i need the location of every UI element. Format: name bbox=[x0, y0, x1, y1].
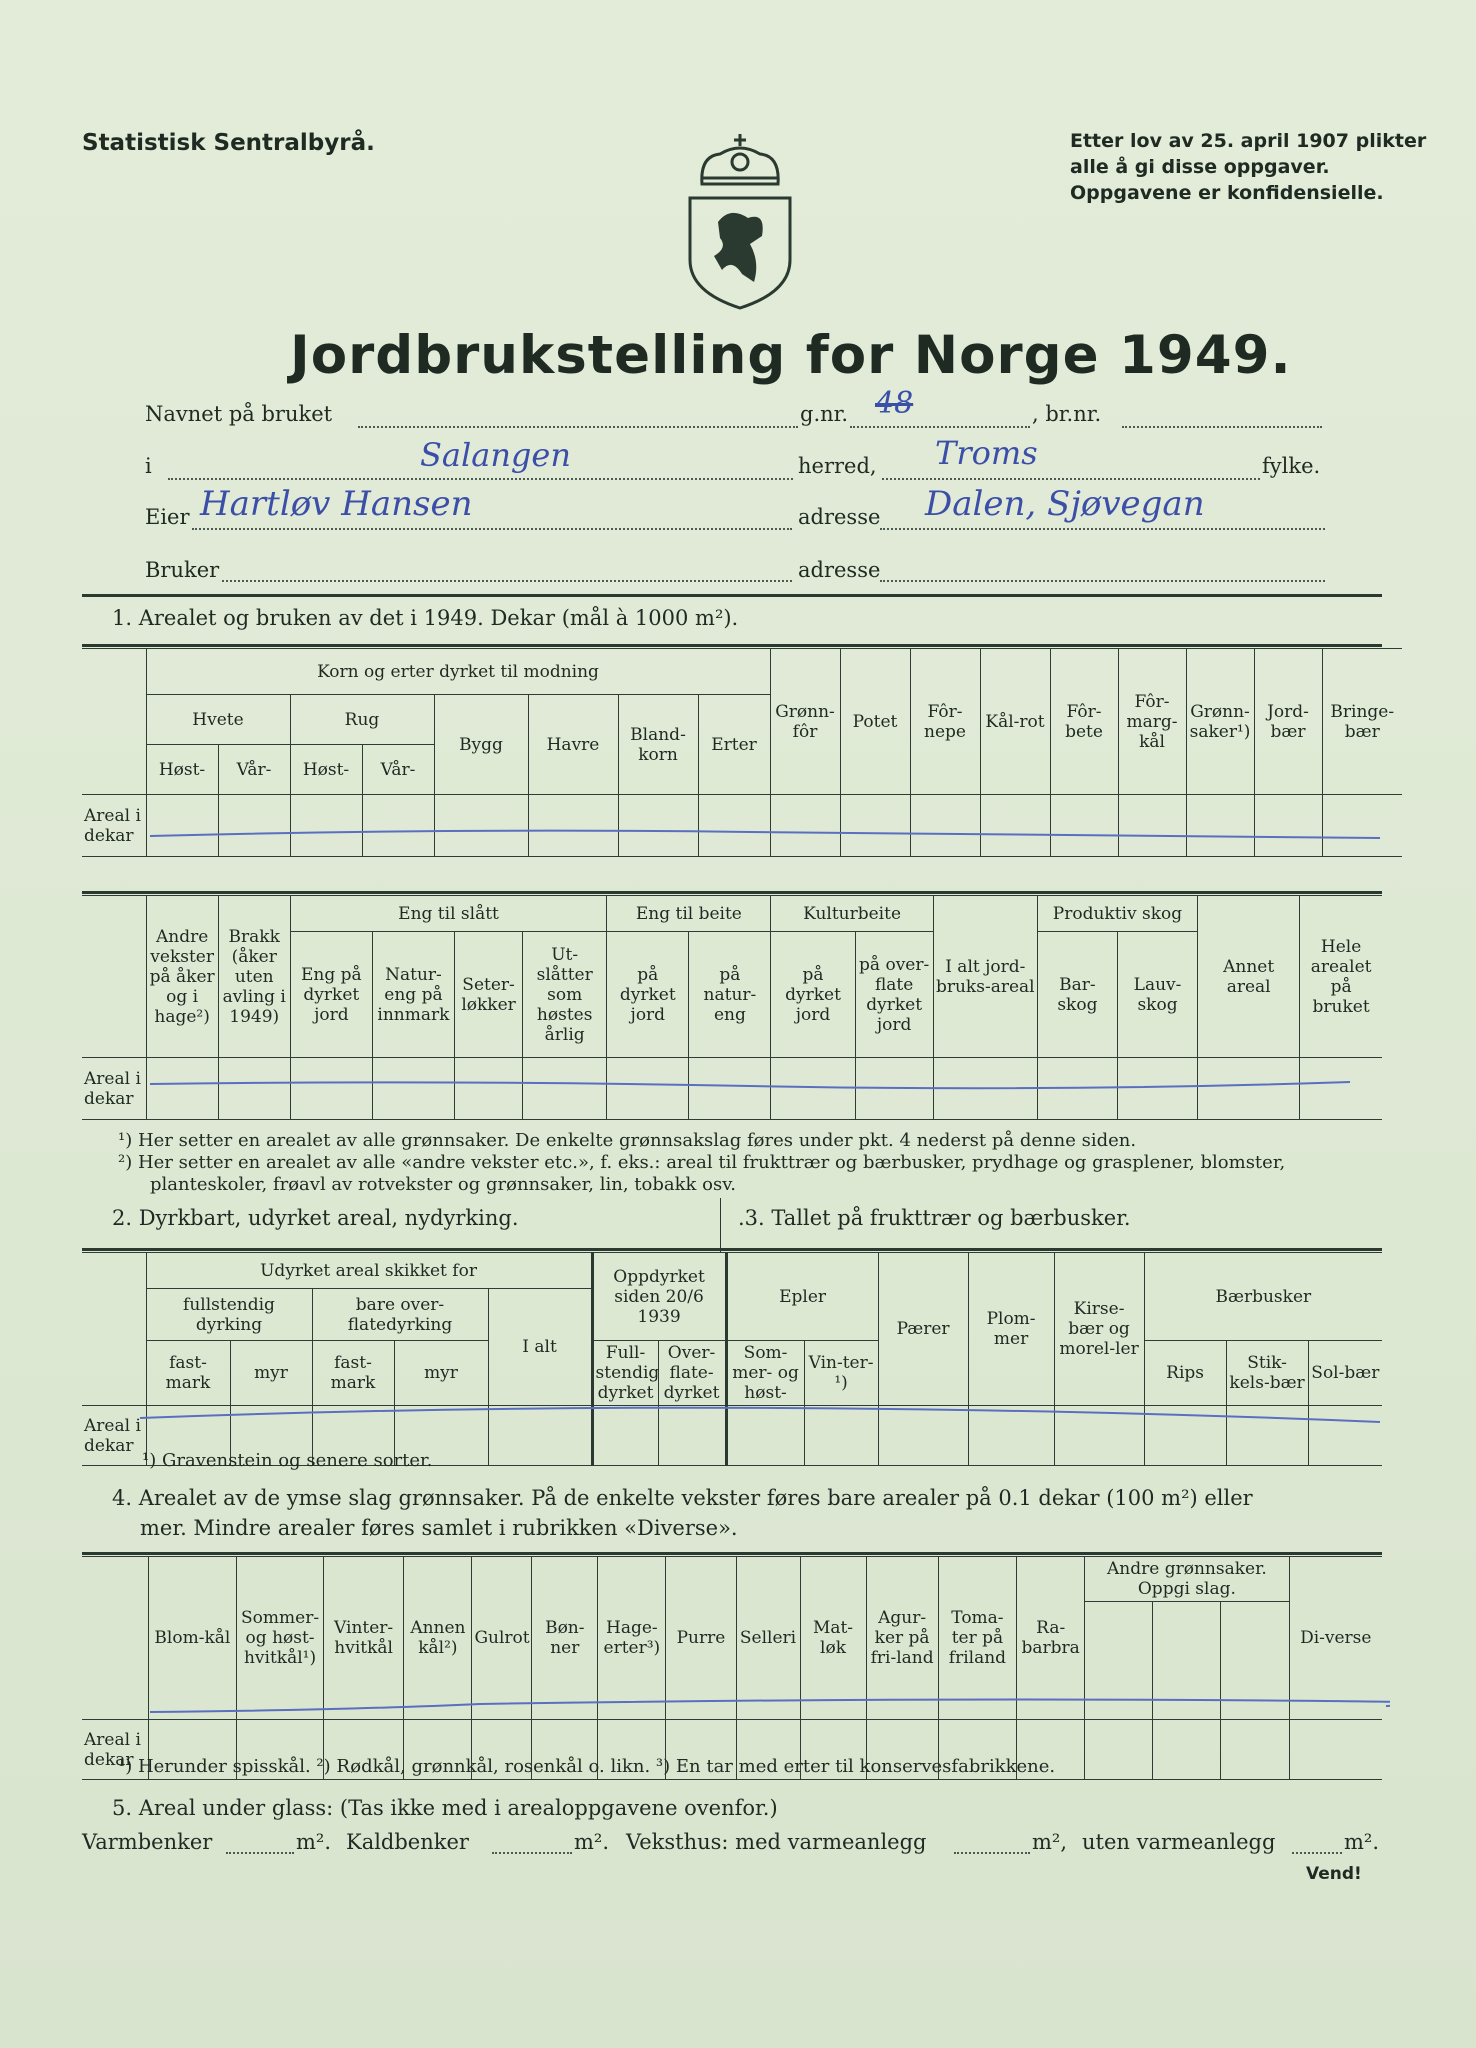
col-header: fullstendig dyrking bbox=[146, 1289, 312, 1341]
col-header: Mat-løk bbox=[800, 1557, 866, 1720]
col-header: Potet bbox=[840, 649, 910, 795]
group-header: Eng til beite bbox=[607, 896, 771, 932]
col-header: Vinter-hvitkål bbox=[323, 1557, 403, 1720]
handwritten-dash-line bbox=[140, 1398, 1390, 1428]
gnr-value: 48 bbox=[875, 386, 914, 421]
owner-address-value: Dalen, Sjøvegan bbox=[925, 484, 1205, 524]
notice-line: Etter lov av 25. april 1907 plikter bbox=[1070, 130, 1427, 152]
varmbenker-label: Varmbenker bbox=[82, 1830, 213, 1854]
col-header: Vår- bbox=[218, 745, 290, 795]
divider bbox=[82, 594, 1382, 597]
footnote-gravenstein: ¹) Gravenstein og senere sorter. bbox=[142, 1450, 433, 1471]
section-2-title: 2. Dyrkbart, udyrket areal, nydyrking. bbox=[112, 1206, 519, 1230]
col-header: Over-flate-dyrket bbox=[658, 1341, 726, 1406]
farm-name-line[interactable] bbox=[358, 426, 798, 428]
notice-line: alle å gi disse oppgaver. bbox=[1070, 156, 1330, 178]
col-header: Andre vekster på åker og i hage²) bbox=[146, 896, 218, 1058]
divider bbox=[82, 644, 1382, 647]
corner-cell bbox=[82, 1253, 146, 1406]
owner-label: Eier bbox=[145, 505, 190, 529]
handwritten-dash-line bbox=[150, 818, 1390, 848]
section-5-title: 5. Areal under glass: (Tas ikke med i arealoppgavene ovenfor.) bbox=[112, 1796, 778, 1820]
col-header: Annen kål²) bbox=[404, 1557, 472, 1720]
col-header: Brakk (åker uten avling i 1949) bbox=[218, 896, 290, 1058]
col-header: Pærer bbox=[878, 1253, 968, 1406]
varmbenker-line[interactable] bbox=[226, 1852, 294, 1854]
col-header: Rug bbox=[290, 695, 434, 745]
brnr-line[interactable] bbox=[1122, 426, 1322, 428]
fylke-value: Troms bbox=[935, 434, 1038, 472]
owner-line[interactable] bbox=[192, 528, 792, 530]
coat-of-arms-icon bbox=[670, 132, 810, 312]
group-header: Eng til slått bbox=[290, 896, 606, 932]
col-header: Hvete bbox=[146, 695, 290, 745]
col-header: Bøn-ner bbox=[532, 1557, 598, 1720]
kaldbenker-line[interactable] bbox=[492, 1852, 572, 1854]
section-4-title: 4. Arealet av de ymse slag grønnsaker. På de enkelte vekster føres bare arealer på 0.1 dekar (100 m²) eller bbox=[112, 1486, 1253, 1510]
kaldbenker-label: Kaldbenker bbox=[346, 1830, 469, 1854]
col-header: Agur-ker på fri-land bbox=[866, 1557, 938, 1720]
col-header: Vin-ter-¹) bbox=[804, 1341, 878, 1406]
col-header: Høst- bbox=[290, 745, 362, 795]
col-header: Grønn-saker¹) bbox=[1186, 649, 1254, 795]
col-header: myr bbox=[230, 1341, 312, 1406]
section-1-title: 1. Arealet og bruken av det i 1949. Dekar (mål à 1000 m²). bbox=[112, 606, 739, 630]
divider bbox=[720, 1198, 721, 1252]
col-header: Bringe-bær bbox=[1322, 649, 1402, 795]
corner-cell bbox=[82, 1557, 148, 1720]
col-header: Ra-barbra bbox=[1017, 1557, 1085, 1720]
brnr-label: , br.nr. bbox=[1032, 402, 1102, 426]
farm-name-label: Navnet på bruket bbox=[145, 402, 333, 426]
group-header: Korn og erter dyrket til modning bbox=[146, 649, 770, 695]
col-header: Seter-løkker bbox=[455, 932, 523, 1058]
veksthus-unheated-line[interactable] bbox=[1292, 1852, 1342, 1854]
col-header: Selleri bbox=[736, 1557, 800, 1720]
col-header: Jord-bær bbox=[1254, 649, 1322, 795]
row-label: Areal i dekar bbox=[82, 1720, 148, 1780]
col-header: Full-stendig dyrket bbox=[592, 1341, 658, 1406]
col-header: Sol-bær bbox=[1308, 1341, 1382, 1406]
section-4-title-cont: mer. Mindre arealer føres samlet i rubrikken «Diverse». bbox=[140, 1516, 738, 1540]
col-header: Annet areal bbox=[1198, 896, 1300, 1058]
col-header: Fôr-marg-kål bbox=[1118, 649, 1186, 795]
unit-m2: m². bbox=[296, 1830, 332, 1854]
user-address-line[interactable] bbox=[880, 580, 1325, 582]
owner-address-line[interactable] bbox=[880, 528, 1325, 530]
form-title: Jordbrukstelling for Norge 1949. bbox=[290, 325, 1292, 386]
group-header: Epler bbox=[726, 1253, 878, 1341]
divider bbox=[82, 1552, 1382, 1555]
user-address-label: adresse bbox=[798, 558, 881, 582]
row-label: Areal i dekar bbox=[82, 1406, 146, 1466]
footnote-vegetables: ¹) Herunder spisskål. ²) Rødkål, grønnkål, rosenkål o. likn. ³) En tar med erter til konservesfabrikkene. bbox=[118, 1756, 1056, 1777]
col-header: Plom-mer bbox=[968, 1253, 1054, 1406]
col-header: Bar-skog bbox=[1037, 932, 1117, 1058]
handwritten-dash-line bbox=[150, 1066, 1350, 1096]
col-header: Toma-ter på friland bbox=[938, 1557, 1016, 1720]
veksthus-heated-line[interactable] bbox=[954, 1852, 1030, 1854]
data-cell[interactable] bbox=[1221, 1720, 1289, 1780]
col-header: Vår- bbox=[362, 745, 434, 795]
col-header: Gulrot bbox=[472, 1557, 532, 1720]
gnr-label: g.nr. bbox=[800, 402, 849, 426]
unit-m2-comma: m², bbox=[1032, 1830, 1068, 1854]
gnr-line[interactable] bbox=[850, 426, 1030, 428]
col-header: Eng på dyrket jord bbox=[290, 932, 372, 1058]
turn-over-note: Vend! bbox=[1306, 1864, 1362, 1884]
row-label: Areal i dekar bbox=[82, 795, 146, 857]
group-header: Bærbusker bbox=[1144, 1253, 1382, 1341]
col-header: Kirse-bær og morel-ler bbox=[1054, 1253, 1144, 1406]
group-header: Kulturbeite bbox=[771, 896, 933, 932]
col-header: Høst- bbox=[146, 745, 218, 795]
col-header: Som-mer- og høst- bbox=[726, 1341, 804, 1406]
col-header: på natur-eng bbox=[689, 932, 771, 1058]
data-cell[interactable] bbox=[1153, 1720, 1221, 1780]
table-vegetables bbox=[82, 1556, 1382, 1780]
col-header: fast-mark bbox=[146, 1341, 230, 1406]
table-uncultivated-and-fruit bbox=[82, 1252, 1382, 1466]
col-header: Fôr-bete bbox=[1050, 649, 1118, 795]
fylke-label: fylke. bbox=[1262, 454, 1321, 478]
col-header: Lauv-skog bbox=[1117, 932, 1197, 1058]
footnote-2-cont: planteskoler, frøavl av rotvekster og grønnsaker, lin, tobakk osv. bbox=[150, 1174, 736, 1195]
col-header: myr bbox=[394, 1341, 488, 1406]
user-label: Bruker bbox=[145, 558, 220, 582]
col-header: Fôr-nepe bbox=[910, 649, 980, 795]
col-header: på dyrket jord bbox=[771, 932, 855, 1058]
col-header: Erter bbox=[698, 695, 770, 795]
group-header: Produktiv skog bbox=[1037, 896, 1197, 932]
unit-m2: m². bbox=[574, 1830, 610, 1854]
col-header: Bland-korn bbox=[618, 695, 698, 795]
herred-line[interactable] bbox=[168, 478, 793, 480]
section-3-title: .3. Tallet på frukttrær og bærbusker. bbox=[738, 1206, 1131, 1230]
data-cell[interactable] bbox=[1289, 1720, 1382, 1780]
corner-cell bbox=[82, 649, 146, 795]
col-header: Hele arealet på bruket bbox=[1300, 896, 1382, 1058]
col-header: Rips bbox=[1144, 1341, 1226, 1406]
col-header: Purre bbox=[666, 1557, 736, 1720]
col-header: I alt bbox=[488, 1289, 592, 1406]
footnote-1: ¹) Her setter en arealet av alle grønnsaker. De enkelte grønnsakslag føres under pkt. 4 nederst på denne siden. bbox=[118, 1130, 1137, 1151]
group-header: Andre grønnsaker. Oppgi slag. bbox=[1085, 1557, 1289, 1602]
fylke-line[interactable] bbox=[882, 478, 1260, 480]
herred-value: Salangen bbox=[420, 436, 571, 474]
col-header: fast-mark bbox=[312, 1341, 394, 1406]
col-header: Hage-erter³) bbox=[598, 1557, 666, 1720]
unit-m2: m². bbox=[1344, 1830, 1380, 1854]
col-header: Sommer-og høst-hvitkål¹) bbox=[237, 1557, 324, 1720]
footnote-2: ²) Her setter en arealet av alle «andre vekster etc.», f. eks.: areal til frukttrær og bærbusker, prydhage og grasplener, blomster, bbox=[118, 1152, 1286, 1173]
col-header: Havre bbox=[528, 695, 618, 795]
group-header: Udyrket areal skikket for bbox=[146, 1253, 592, 1289]
owner-value: Hartløv Hansen bbox=[200, 484, 473, 524]
i-label: i bbox=[145, 454, 152, 478]
col-header: I alt jord-bruks-areal bbox=[933, 896, 1037, 1058]
col-header: Ut-slåtter som høstes årlig bbox=[523, 932, 607, 1058]
handwritten-dash-line bbox=[150, 1690, 1390, 1720]
corner-cell bbox=[82, 896, 146, 1058]
legal-notice bbox=[1070, 128, 1426, 206]
col-header: Di-verse bbox=[1289, 1557, 1382, 1720]
col-header: Natur-eng på innmark bbox=[372, 932, 454, 1058]
col-header: Blom-kål bbox=[148, 1557, 237, 1720]
col-header: Grønn-fôr bbox=[770, 649, 840, 795]
group-header: Oppdyrket siden 20/6 1939 bbox=[592, 1253, 726, 1341]
owner-address-label: adresse bbox=[798, 505, 881, 529]
col-header: på dyrket jord bbox=[607, 932, 689, 1058]
divider bbox=[82, 1248, 1382, 1251]
agency-name: Statistisk Sentralbyrå. bbox=[82, 130, 375, 156]
divider bbox=[82, 891, 1382, 894]
data-cell[interactable] bbox=[1085, 1720, 1153, 1780]
veksthus-label: Veksthus: med varmeanlegg bbox=[626, 1830, 927, 1854]
herred-label: herred, bbox=[798, 454, 877, 478]
uten-varmeanlegg-label: uten varmeanlegg bbox=[1082, 1830, 1276, 1854]
col-header: Bygg bbox=[434, 695, 528, 795]
user-line[interactable] bbox=[222, 580, 792, 582]
col-header: Kål-rot bbox=[980, 649, 1050, 795]
col-header: på over-flate dyrket jord bbox=[855, 932, 933, 1058]
col-header: Stik-kels-bær bbox=[1226, 1341, 1308, 1406]
notice-line: Oppgavene er konfidensielle. bbox=[1070, 182, 1384, 204]
row-label: Areal i dekar bbox=[82, 1058, 146, 1120]
col-header: bare over-flatedyrking bbox=[312, 1289, 488, 1341]
